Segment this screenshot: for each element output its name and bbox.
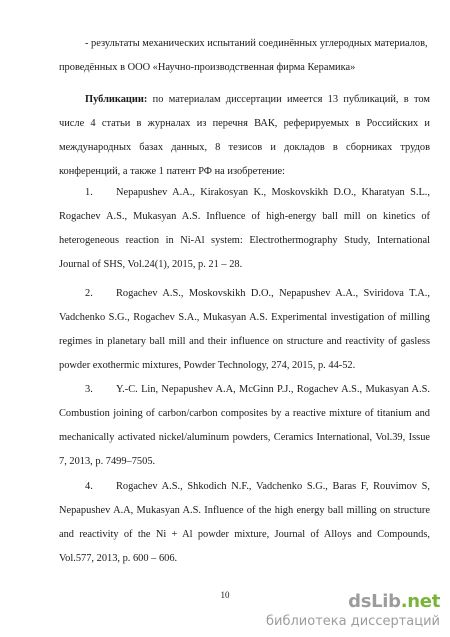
reference-item-2	[59, 282, 430, 378]
reference-number: 2.	[85, 288, 93, 299]
watermark-subtitle: библиотека диссертаций	[266, 614, 440, 629]
publications-label: Публикации:	[85, 94, 148, 105]
reference-item-1	[59, 181, 430, 277]
page-number: 10	[220, 590, 230, 600]
watermark-logo-tld: .net	[400, 591, 440, 612]
reference-item-4	[59, 475, 430, 571]
watermark-logo	[266, 592, 440, 612]
intro-text-2: проведённых в ООО «Научно-производственная фирма Керамика»	[59, 62, 356, 73]
reference-text: Y.-C. Lin, Nepapushev A.A, McGinn P.J., Rogachev A.S., Mukasyan A.S. Combustion joining of carbon/carbon composites by a reactive mixture of titanium and mechanically activated nickel/aluminum powders, Ceramics International, Vol.39, Issue 7, 2013, p. 7499–7505.	[59, 384, 430, 467]
publications-text: по материалам диссертации имеется 13 публикаций, в том числе 4 статьи в журналах из перечня ВАК, реферируемых в Российских и международных базах данных, 8 тезисов и докладов в сборниках трудов конференций, а также 1 патент РФ на изобретение:	[59, 94, 430, 177]
reference-text: Rogachev A.S., Shkodich N.F., Vadchenko S.G., Baras F, Rouvimov S, Nepapushev A.A, Mukasyan A.S. Influence of the high energy ball milling on structure and reactivity of the Ni + Al powder mixture, Journal of Alloys and Compounds, Vol.577, 2013, p. 600 – 606.	[59, 481, 430, 564]
intro-text-1: - результаты механических испытаний соединённых углеродных материалов,	[85, 38, 428, 49]
intro-line-2	[59, 56, 430, 80]
watermark-logo-main: dsLib	[348, 591, 401, 612]
reference-number: 1.	[85, 187, 93, 198]
publications-paragraph	[59, 88, 430, 184]
reference-number: 3.	[85, 384, 93, 395]
reference-number: 4.	[85, 481, 93, 492]
reference-item-3	[59, 378, 430, 474]
intro-line-1	[59, 32, 430, 56]
reference-text: Nepapushev A.A., Kirakosyan K., Moskovskikh D.O., Kharatyan S.L., Rogachev A.S., Mukasyan A.S. Influence of high-energy ball mill on kinetics of heterogeneous reaction in Ni-Al system: Electrothermography Study, International Journal of SHS, Vol.24(1), 2015, p. 21 – 28.	[59, 187, 430, 270]
dslib-watermark	[266, 592, 440, 630]
reference-text: Rogachev A.S., Moskovskikh D.O., Nepapushev A.A., Sviridova T.A., Vadchenko S.G., Rogachev S.A., Mukasyan A.S. Experimental investigation of milling regimes in planetary ball mill and their influence on structure and reactivity of gasless powder exothermic mixtures, Powder Technology, 274, 2015, p. 44-52.	[59, 288, 430, 371]
